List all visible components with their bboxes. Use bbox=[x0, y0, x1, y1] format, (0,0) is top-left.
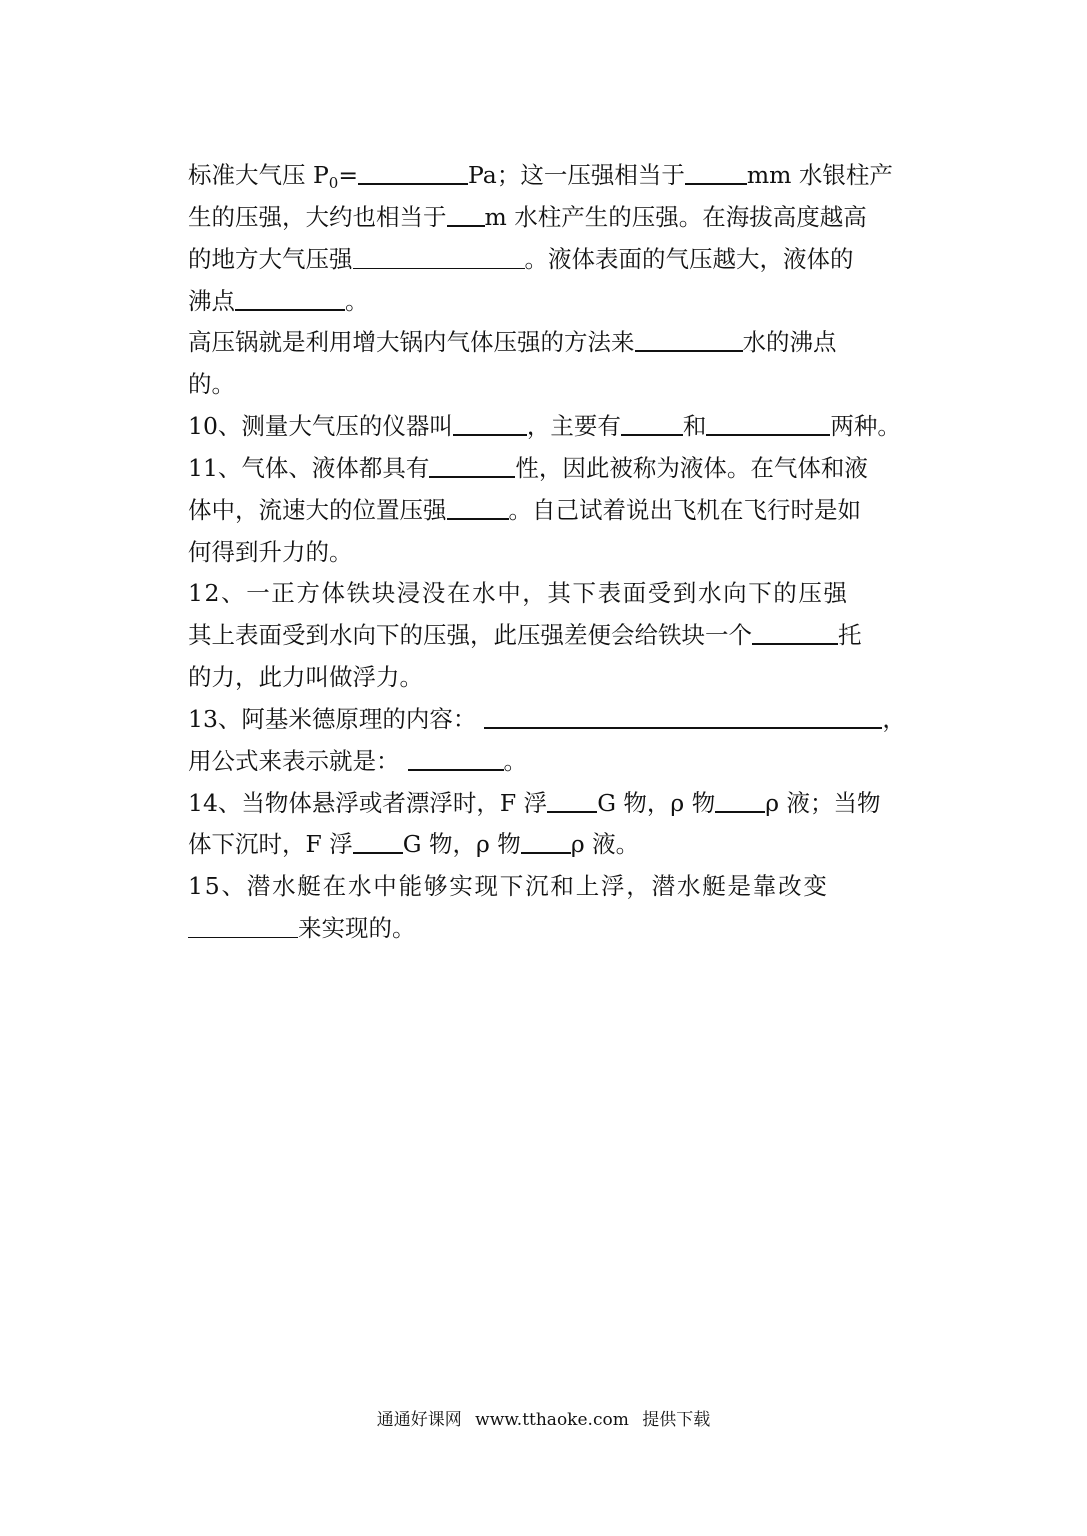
answer-blank[interactable] bbox=[353, 244, 525, 269]
page-footer bbox=[0, 1408, 1087, 1432]
footer-site-name: 通通好课网 bbox=[376, 1410, 462, 1430]
text-line: 沸点 。 bbox=[188, 287, 369, 315]
text-line: 15、潜水艇在水中能够实现下沉和上浮，潜水艇是靠改变 bbox=[188, 872, 829, 900]
answer-blank[interactable] bbox=[447, 494, 509, 520]
answer-blank[interactable] bbox=[521, 828, 571, 854]
answer-blank[interactable] bbox=[235, 285, 345, 311]
text-line bbox=[188, 155, 903, 195]
text-line: 的地方大气压强 。液体表面的气压越大，液体的 bbox=[188, 245, 854, 273]
footer-url[interactable]: www.tthaoke.com bbox=[475, 1410, 629, 1430]
answer-blank[interactable] bbox=[188, 913, 298, 938]
answer-blank[interactable] bbox=[635, 326, 743, 352]
answer-blank[interactable] bbox=[752, 619, 838, 645]
text-line: 体下沉时，F 浮 G 物，ρ 物 ρ 液。 bbox=[188, 830, 640, 858]
footer-suffix: 提供下载 bbox=[642, 1410, 711, 1430]
text-line: 12、一正方体铁块浸没在水中，其下表面受到水向下的压强 bbox=[188, 579, 849, 607]
answer-blank[interactable] bbox=[358, 159, 468, 185]
answer-blank[interactable] bbox=[353, 828, 403, 854]
answer-blank[interactable] bbox=[706, 410, 830, 436]
text-line: 11、气体、液体都具有 性，因此被称为液体。在气体和液 bbox=[188, 454, 868, 482]
text-line: 何得到升力的。 bbox=[188, 538, 353, 566]
text-line: 其上表面受到水向下的压强，此压强差便会给铁块一个 托 bbox=[188, 621, 862, 649]
answer-blank[interactable] bbox=[547, 787, 597, 813]
text-line: 高压锅就是利用增大锅内气体压强的方法来 水的沸点 bbox=[188, 328, 837, 356]
text-line: 10、测量大气压的仪器叫 ，主要有 和 两种。 bbox=[188, 412, 901, 440]
text-line: 体中，流速大的位置压强 。自己试着说出飞机在飞行时是如 bbox=[188, 496, 861, 524]
text-line: 13、阿基米德原理的内容： ， bbox=[188, 705, 906, 733]
answer-blank[interactable] bbox=[447, 201, 485, 227]
answer-blank[interactable] bbox=[685, 159, 747, 185]
answer-blank[interactable] bbox=[715, 787, 765, 813]
answer-blank[interactable] bbox=[408, 745, 504, 771]
text-line: 的。 bbox=[188, 370, 235, 398]
text-line: 的力，此力叫做浮力。 bbox=[188, 663, 423, 691]
text-line: 用公式来表示就是： 。 bbox=[188, 747, 527, 775]
text-line: 来实现的。 bbox=[188, 908, 903, 948]
answer-blank[interactable] bbox=[453, 410, 527, 436]
text-line: 14、当物体悬浮或者漂浮时，F 浮 G 物，ρ 物 ρ 液；当物 bbox=[188, 789, 881, 817]
line-text: 标准大气压 $P_0= Pa$；这一压强相当于 mm 水银柱产 bbox=[188, 161, 893, 192]
answer-blank[interactable] bbox=[484, 703, 882, 729]
answer-blank[interactable] bbox=[621, 410, 683, 436]
answer-blank[interactable] bbox=[429, 452, 515, 478]
text-line: 生的压强，大约也相当于 m 水柱产生的压强。在海拔高度越高 bbox=[188, 203, 867, 231]
